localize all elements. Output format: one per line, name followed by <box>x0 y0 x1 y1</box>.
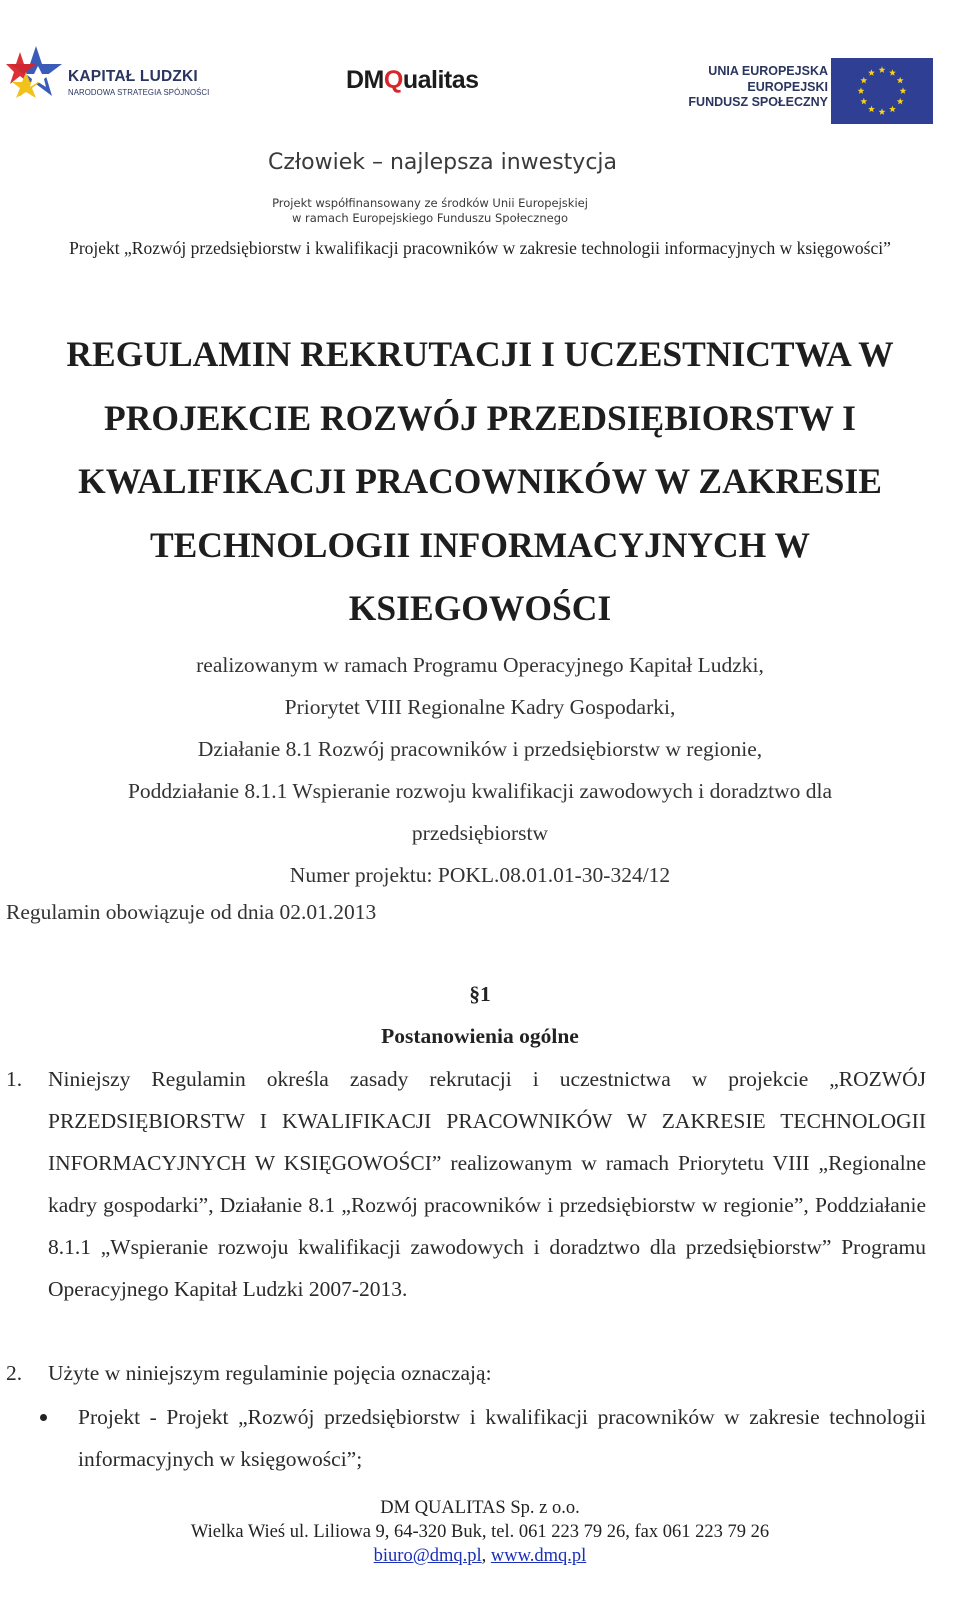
eu-flag-icon <box>831 58 933 124</box>
eu-star-icon <box>868 69 875 76</box>
eu-star-icon <box>889 69 896 76</box>
page-footer <box>0 1496 960 1568</box>
website-link[interactable]: www.dmq.pl <box>490 1546 587 1566</box>
footer-address: Wielka Wieś ul. Liliowa 9, 64-320 Buk, tel. 061 223 79 26, fax 061 223 79 26 <box>190 1522 770 1542</box>
program-info-line: przedsiębiorstw <box>411 821 549 845</box>
kapital-ludzki-logo <box>6 40 246 110</box>
validity-date: Regulamin obowiązuje od dnia 02.01.2013 <box>6 900 377 924</box>
dmq-logo-q: Q <box>383 66 403 94</box>
footer-separator: , <box>481 1546 491 1566</box>
eu-star-icon <box>868 106 875 113</box>
section-title: Postanowienia ogólne <box>381 1024 579 1048</box>
eu-stars <box>831 58 933 124</box>
program-info-line: realizowanym w ramach Programu Operacyjnego Kapitał Ludzki, <box>196 653 764 677</box>
title-line: KWALIFIKACJI PRACOWNIKÓW W ZAKRESIE <box>78 461 882 501</box>
kapital-ludzki-star-icon <box>6 44 64 110</box>
footer-company: DM QUALITAS Sp. z o.o. <box>380 1498 580 1518</box>
title-line: TECHNOLOGII INFORMACYJNYCH W <box>149 524 811 565</box>
slogan: Człowiek – najlepsza inwestycja <box>268 150 618 175</box>
dmqualitas-logo <box>346 66 479 95</box>
eu-star-icon <box>889 106 896 113</box>
eu-line-3: FUNDUSZ SPOŁECZNY <box>688 95 828 109</box>
eu-star-icon <box>897 77 904 84</box>
list-item-number: 2. <box>6 1361 23 1385</box>
title-line: PROJEKCIE ROZWÓJ PRZEDSIĘBIORSTW I <box>104 397 856 438</box>
section-number: §1 <box>469 982 491 1006</box>
eu-star-icon <box>879 66 886 73</box>
eu-star-icon <box>879 108 886 115</box>
eu-star-icon <box>900 87 907 94</box>
program-info <box>0 644 960 896</box>
list-item-number: 1. <box>6 1067 23 1091</box>
cofinancing-note <box>260 196 600 225</box>
eu-efs-logo <box>676 58 944 124</box>
eu-efs-text <box>676 64 828 111</box>
list-item-text: Niniejszy Regulamin określa zasady rekrutacji i uczestnictwa w projekcie „ROZWÓJ PRZEDSIĘBIORSTW I KWALIFIKACJI PRACOWNIKÓW W ZAKRESIE TECHNOLOGII INFORMACYJNYCH W KSIĘGOWOŚCI” realizowanym w ramach Priorytetu VIII „Regionalne kadry gospodarki”, Działanie 8.1 „Rozwój pracowników i przedsiębiorstw w regionie”, Poddziałanie 8.1.1 „Wspieranie rozwoju kwalifikacji zawodowych i doradztwo dla przedsiębiorstw” Programu Operacyjnego Kapitał Ludzki 2007-2013. <box>48 1067 926 1301</box>
eu-star-icon <box>858 87 865 94</box>
project-header-line: Projekt „Rozwój przedsiębiorstw i kwalifikacji pracowników w zakresie technologii informacyjnych w księgowości” <box>69 238 891 258</box>
document-title <box>0 323 960 641</box>
bullet-item-text: Projekt - Projekt „Rozwój przedsiębiorstw i kwalifikacji pracowników w zakresie technologii informacyjnych w księgowości”; <box>78 1405 926 1471</box>
dmq-logo-suffix: ualitas <box>402 66 479 94</box>
bullet-icon <box>40 1414 47 1421</box>
eu-star-icon <box>860 77 867 84</box>
eu-star-icon <box>860 98 867 105</box>
list-item-text: Użyte w niniejszym regulaminie pojęcia oznaczają: <box>48 1361 492 1385</box>
program-info-line: Działanie 8.1 Rozwój pracowników i przedsiębiorstw w regionie, <box>197 737 763 761</box>
eu-line-1: UNIA EUROPEJSKA <box>708 64 828 78</box>
dmq-logo-prefix: DM <box>346 66 384 94</box>
kapital-ludzki-title: KAPITAŁ LUDZKI <box>68 68 198 85</box>
cofinancing-line-2: w ramach Europejskiego Funduszu Społecznego <box>291 210 569 225</box>
title-line: KSIEGOWOŚCI <box>348 588 612 628</box>
title-line: REGULAMIN REKRUTACJI I UCZESTNICTWA W <box>66 334 894 374</box>
eu-star-icon <box>897 98 904 105</box>
project-number: Numer projektu: POKL.08.01.01-30-324/12 <box>289 863 671 887</box>
kapital-ludzki-subtitle: NARODOWA STRATEGIA SPÓJNOŚCI <box>68 88 210 97</box>
email-link[interactable]: biuro@dmq.pl <box>373 1546 482 1566</box>
cofinancing-line-1: Projekt współfinansowany ze środków Unii Europejskiej <box>272 196 588 210</box>
program-info-line: Poddziałanie 8.1.1 Wspieranie rozwoju kwalifikacji zawodowych i doradztwo dla <box>127 779 833 803</box>
footer-contact <box>0 1544 960 1568</box>
program-info-line: Priorytet VIII Regionalne Kadry Gospodarki, <box>284 695 676 719</box>
eu-line-2: EUROPEJSKI <box>747 79 828 94</box>
